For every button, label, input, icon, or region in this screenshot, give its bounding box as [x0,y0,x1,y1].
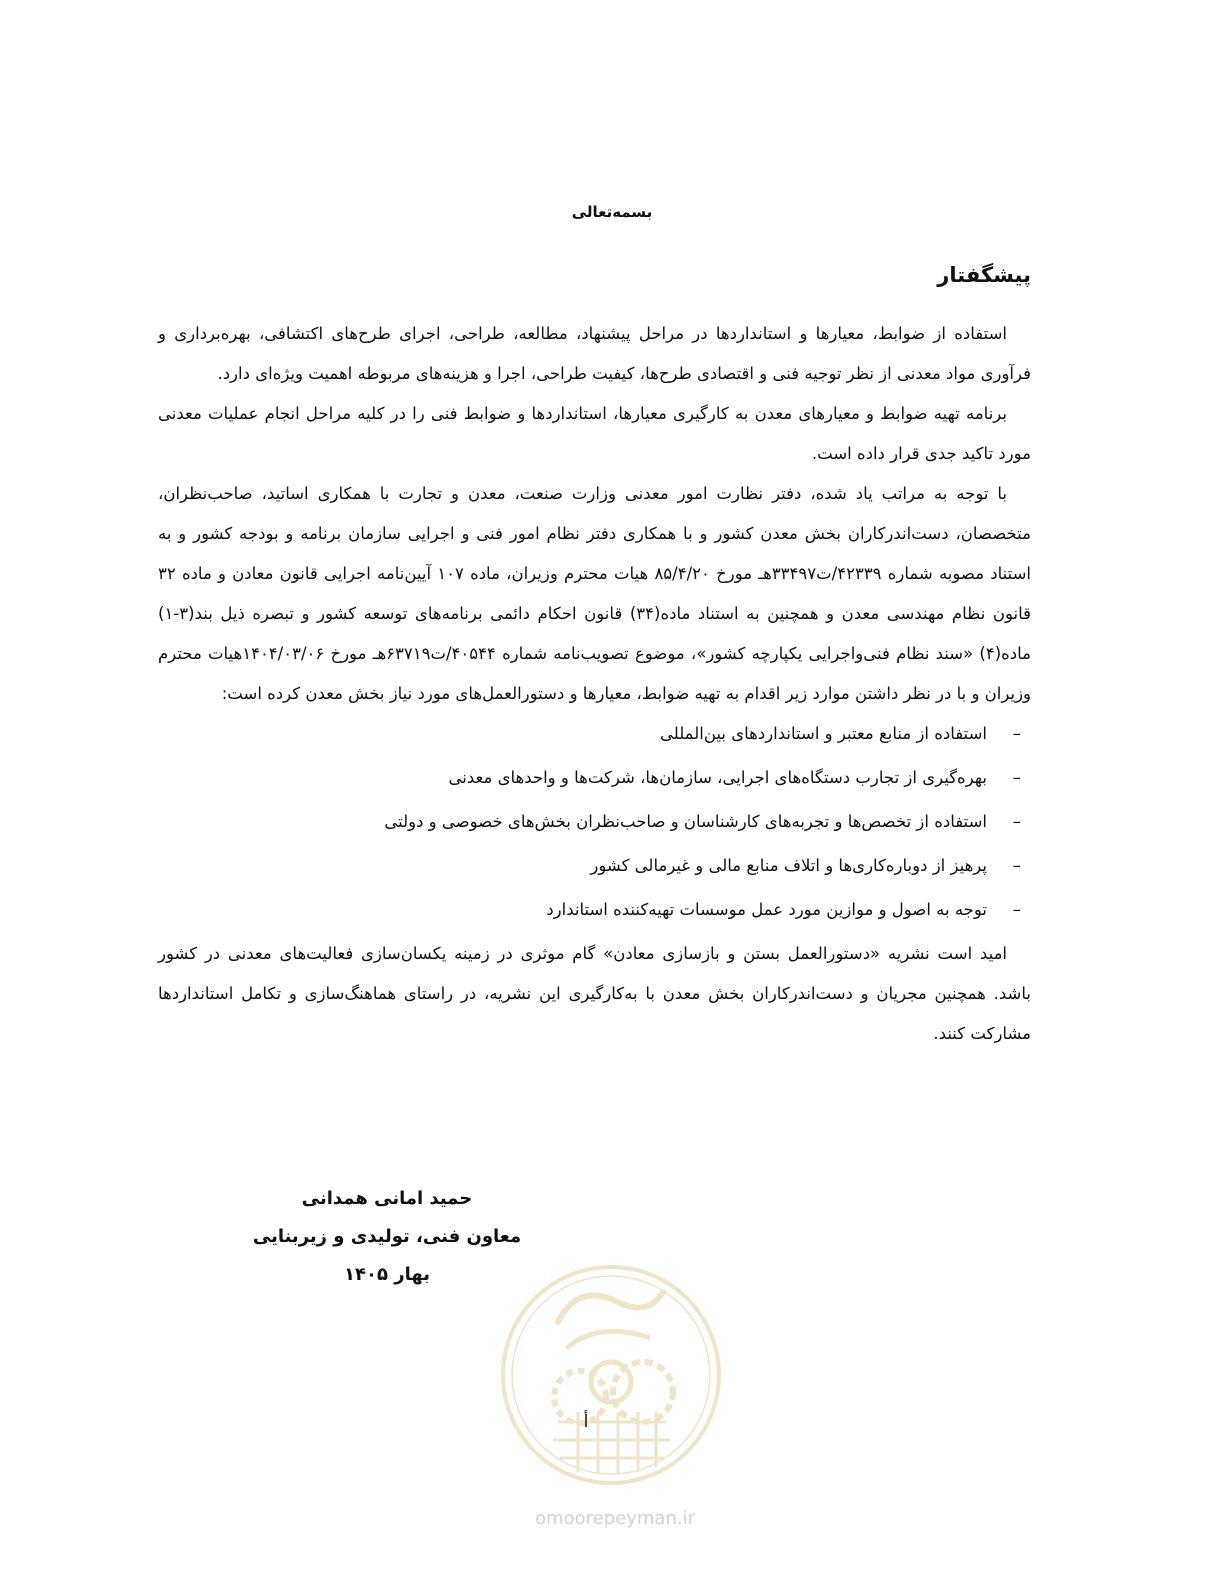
signatory-position: معاون فنی، تولیدی و زیربنایی [252,1226,522,1247]
page-number: أ [583,1412,589,1432]
watermark-url: omoorepeyman.ir [535,1508,695,1529]
page-title: پیشگفتار [937,263,1031,287]
list-item-text: بهره‌گیری از تجارب دستگاه‌های اجرایی، سازمان‌ها، شرکت‌ها و واحدهای معدنی [448,768,987,787]
paragraph-program: برنامه تهیه ضوابط و معیارهای معدن به کارگیری معیارها، استانداردها و ضوابط فنی را در کلیه مراحل انجام عملیات معدنی مورد تاکید جدی قرار داده است. [158,404,1031,463]
paragraph-context: با توجه به مراتب یاد شده، دفتر نظارت امور معدنی وزارت صنعت، معدن و تجارت با همکاری اساتید، صاحب‌نظران، متخصصان، دست‌اندرکاران بخش معدن کشور و با همکاری دفتر نظام امور فنی و اجرایی سازمان برنامه و بودجه کشور و به استناد مصوبه شماره ۴۲۳۳۹/ت۳۳۴۹۷هـ مورخ ۸۵/۴/۲۰ هیات محترم وزیران، ماده ۱۰۷ آیین‌نامه اجرایی قانون معادن و ماده ۳۲ قانون نظام مهندسی معدن و همچنین به استناد ماده(۳۴) قانون احکام دائمی برنامه‌های توسعه کشور و تبصره ذیل بند(۳-۱) ماده(۴) «سند نظام فنی‌واجرایی یکپارچه کشور»، موضوع تصویب‌نامه شماره ۴۰۵۴۴/ت۶۳۷۱۹هـ مورخ ۱۴۰۴/۰۳/۰۶هیات محترم وزیران و با در نظر داشتن موارد زیر اقدام به تهیه ضوابط، معیارها و دستورالعمل‌های مورد نیاز بخش معدن کرده است: [158,484,1031,703]
invocation-line: بسمه‌تعالی [571,203,653,221]
list-item-text: استفاده از منابع معتبر و استانداردهای بین‌المللی [660,724,987,743]
bullet-dash: – [1012,768,1021,787]
signature-date: بهار ۱۴۰۵ [344,1264,430,1285]
bullet-dash: – [1012,812,1021,831]
list-item-text: استفاده از تخصص‌ها و تجربه‌های کارشناسان و صاحب‌نظران بخش‌های خصوصی و دولتی [384,812,987,831]
paragraph-intro: استفاده از ضوابط، معیارها و استانداردها در مراحل پیشنهاد، مطالعه، طراحی، اجرای طرح‌های اکتشافی، بهره‌برداری و فرآوری مواد معدنی از نظر توجیه فنی و اقتصادی طرح‌ها، کیفیت طراحی، اجرا و هزینه‌های مربوطه اهمیت ویژه‌ای دارد. [158,324,1031,383]
list-item [158,890,1021,934]
document-body [158,314,1031,1054]
bullet-dash: – [1012,900,1021,919]
list-item [158,714,1021,758]
criteria-list [158,714,1031,934]
bullet-dash: – [1012,724,1021,743]
signature-block [232,1180,542,1294]
watermark-seal-icon [498,1262,724,1488]
list-item [158,758,1021,802]
list-item-text: پرهیز از دوباره‌کاری‌ها و اتلاف منابع مالی و غیرمالی کشور [590,856,987,875]
list-item [158,846,1021,890]
list-item-text: توجه به اصول و موازین مورد عمل موسسات تهیه‌کننده استاندارد [546,900,987,919]
list-item [158,802,1021,846]
paragraph-closing: امید است نشریه «دستورالعمل بستن و بازسازی معادن» گام موثری در زمینه یکسان‌سازی فعالیت‌های معدنی در کشور باشد. همچنین مجریان و دست‌اندرکاران بخش معدن با به‌کارگیری این نشریه، در راستای هماهنگ‌سازی و تکامل استانداردها مشارکت کنند. [158,944,1031,1043]
signatory-name: حمید امانی همدانی [301,1188,473,1209]
bullet-dash: – [1012,856,1021,875]
